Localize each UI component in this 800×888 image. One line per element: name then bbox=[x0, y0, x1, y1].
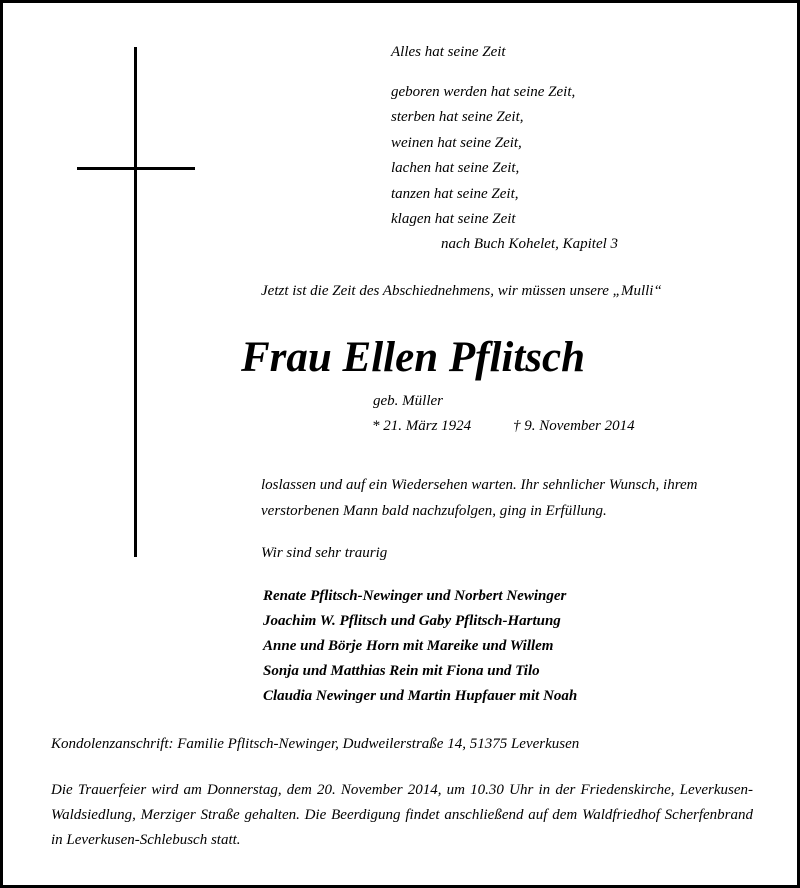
funeral-info: Die Trauerfeier wird am Donnerstag, dem 20. November 2014, um 10.30 Uhr in der Friedenskirche, Leverkusen-Waldsiedlung, Merziger Straße gehalten. Die Beerdigung findet anschließend auf dem Waldfriedhof Scherfenbrand in Leverkusen-Schlebusch statt. bbox=[51, 782, 753, 848]
sad-text: Wir sind sehr traurig bbox=[261, 545, 388, 561]
mourner-name: Sonja und Matthias Rein mit Fiona und Tilo bbox=[263, 663, 540, 679]
deceased-name: Frau Ellen Pflitsch bbox=[240, 334, 586, 381]
death-date: † 9. November 2014 bbox=[513, 418, 635, 434]
motto-line: weinen hat seine Zeit, bbox=[391, 135, 522, 151]
motto-line: geboren werden hat seine Zeit, bbox=[391, 84, 576, 100]
motto-line: tanzen hat seine Zeit, bbox=[391, 186, 519, 202]
body-line: loslassen und auf ein Wiedersehen warten. Ihr sehnlicher Wunsch, ihrem bbox=[261, 477, 698, 493]
cross-icon-bar bbox=[77, 167, 195, 170]
mourner-name: Joachim W. Pflitsch und Gaby Pflitsch-Hartung bbox=[263, 613, 561, 629]
cross-icon bbox=[134, 47, 137, 557]
motto-line: klagen hat seine Zeit bbox=[391, 211, 516, 227]
motto-source: nach Buch Kohelet, Kapitel 3 bbox=[441, 236, 619, 252]
maiden-name: geb. Müller bbox=[373, 393, 443, 409]
condolence-address: Kondolenzanschrift: Familie Pflitsch-Newinger, Dudweilerstraße 14, 51375 Leverkusen bbox=[51, 736, 580, 752]
body-line: verstorbenen Mann bald nachzufolgen, ging in Erfüllung. bbox=[261, 503, 607, 519]
motto-title: Alles hat seine Zeit bbox=[391, 44, 506, 60]
motto-line: sterben hat seine Zeit, bbox=[391, 109, 524, 125]
mourner-name: Anne und Börje Horn mit Mareike und Willem bbox=[263, 638, 554, 654]
mourner-name: Renate Pflitsch-Newinger und Norbert Newinger bbox=[263, 588, 567, 604]
birth-date: * 21. März 1924 bbox=[372, 418, 472, 434]
motto-line: lachen hat seine Zeit, bbox=[391, 160, 520, 176]
mourner-name: Claudia Newinger und Martin Hupfauer mit Noah bbox=[263, 688, 578, 704]
intro-text: Jetzt ist die Zeit des Abschiednehmens, wir müssen unsere „Mulli“ bbox=[261, 283, 662, 299]
